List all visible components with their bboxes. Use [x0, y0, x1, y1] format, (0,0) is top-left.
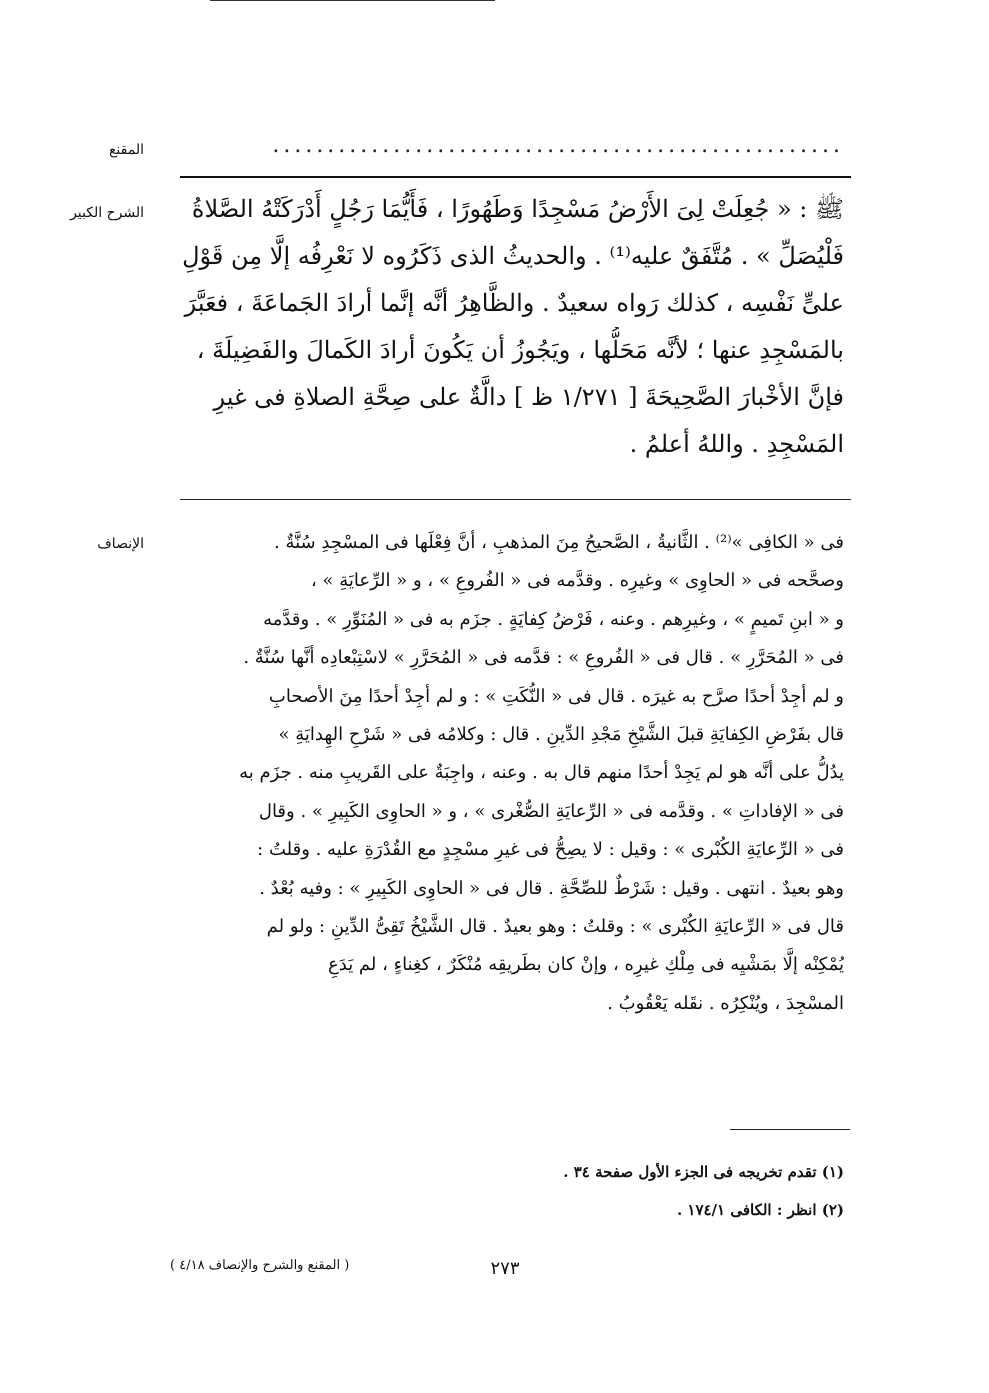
insaf-line: فى « الإفاداتِ » . وقدَّمه فى « الرِّعايَةِ الصُّغْرى » ، و « الحاوِى الكَبِيرِ » . وقال	[258, 800, 844, 822]
insaf-line: و لم أجِدْ أحدًا صرَّح به غيرَه . قال فى « النُّكَتِ » : و لم أجِدْ أحدًا مِنَ الأصحابِ	[268, 685, 844, 707]
sharh-line: المَسْجِدِ . واللهُ أعلمُ .	[629, 430, 844, 458]
insaf-line: وصحَّحه فى « الحاوِى » وغيرِه . وقدَّمه فى « الفُروعِ » ، و « الرِّعايَةِ » ،	[310, 570, 844, 592]
insaf-line: يدُلُّ على أنَّه هو لم يَجِدْ أحدًا منهم قال به . وعنه ، واجِبَةٌ على القَريبِ منه . جزَم به	[239, 762, 844, 784]
sharh-line: فإنَّ الأخْبارَ الصَّحِيحَةَ [ ١/٢٧١ ظ ] دالَّةٌ على صِحَّةِ الصلاةِ فى غيرِ	[213, 383, 844, 411]
insaf-line: المسْجِدَ ، ويُنْكِرُه . نقَله يَعْقُوبُ .	[607, 992, 844, 1014]
footnote-2: (٢) انظر : الكافى ١٧٤/١ .	[676, 1201, 844, 1219]
header-rule	[180, 176, 851, 178]
page-number: ٢٧٣	[490, 1258, 520, 1279]
sharh-text-block	[164, 186, 844, 468]
insaf-line: فى « المُحَرَّرِ » . قال فى « الفُروعِ » : قدَّمه فى « المُحَرَّرِ » لاسْتِبْعادِه أنَّها سُنَّةٌ .	[243, 647, 844, 669]
insaf-section-label: الإنصاف	[97, 536, 144, 552]
sharh-section-label: الشرح الكبير	[70, 205, 144, 221]
insaf-line: فى « الرِّعايَةِ الكُبْرى » : وقيل : لا يصِحُّ فى غيرِ مسْجِدٍ مع القُدْرَةِ عليه . وقلتُ :	[257, 839, 844, 861]
insaf-line: فى « الكافِى »⁽²⁾ . الثَّانيةُ ، الصَّحيحُ مِنَ المذهبِ ، أنَّ فِعْلَها فى المسْجِدِ سُنَّةٌ .	[274, 532, 844, 553]
insaf-line: يُمْكِنْه إلَّا بمَشْيِه فى مِلْكِ غيرِه ، وإنْ كان بطَريقِه مُنْكَرٌ ، كغِناءٍ ، لم يَدَعِ	[328, 954, 844, 976]
sharh-line: فَلْيُصَلِّ » . مُتَّفَقٌ عليه⁽¹⁾ . والحديثُ الذى ذَكَرُوه لا نَعْرِفُه إلَّا مِن قَوْلِ	[182, 242, 844, 270]
section-divider	[180, 499, 851, 500]
footnote-1: (١) تقدم تخريجه فى الجزء الأول صفحة ٣٤ .	[563, 1163, 844, 1181]
insaf-line: و « ابنِ تَميمٍ » ، وغيرِهم . وعنه ، فَرْضُ كِفايَةٍ . جزَم به فى « المُنَوِّرِ » . وقدَّمه	[263, 608, 844, 630]
footnote-rule	[730, 1129, 850, 1130]
sharh-line: ﷺ : « جُعِلَتْ لِىَ الأَرْضُ مَسْجِدًا وَطَهُورًا ، فَأَيُّمَا رَجُلٍ أَدْرَكَتْهُ الصَّلاةُ	[191, 195, 844, 223]
sharh-line: علىٍّ نَفْسِه ، كذلك رَواه سعيدٌ . والظَّاهِرُ أنَّه إنَّما أرادَ الجَماعَةَ ، فعَبَّرَ	[184, 289, 844, 317]
muqni-section-label: المقنع	[108, 142, 144, 158]
muqni-dot-leader: ....................................................	[272, 133, 844, 158]
footnotes	[284, 1153, 844, 1229]
insaf-line: قال بفَرْضِ الكِفايَةِ قبلَ الشَّيْخِ مَجْدِ الدِّينِ . قال : وكلامُه فى « شَرْحِ الهِدايَةِ »	[278, 724, 844, 746]
book-reference: ( المقنع والشرح والإنصاف ٤/١٨ )	[170, 1258, 350, 1273]
insaf-line: قال فى « الرِّعايَةِ الكُبْرى » : وقلتُ : وهو بعيدٌ . قال الشَّيْخُ تَقِىُّ الدِّينِ : ولو لم	[266, 916, 844, 938]
insaf-line: وهو بعيدٌ . انتهى . وقيل : شَرْطٌ للصِّحَّةِ . قال فى « الحاوِى الكَبِيرِ » : وفيه بُعْدٌ .	[259, 877, 844, 899]
top-edge-rule	[210, 0, 495, 1]
sharh-line: بالمَسْجِدِ عنها ؛ لأنَّه مَحَلُّها ، ويَجُوزُ أن يَكُونَ أرادَ الكَمالَ والفَضِيلَةَ ،	[196, 336, 844, 364]
insaf-text-block	[164, 524, 844, 1023]
